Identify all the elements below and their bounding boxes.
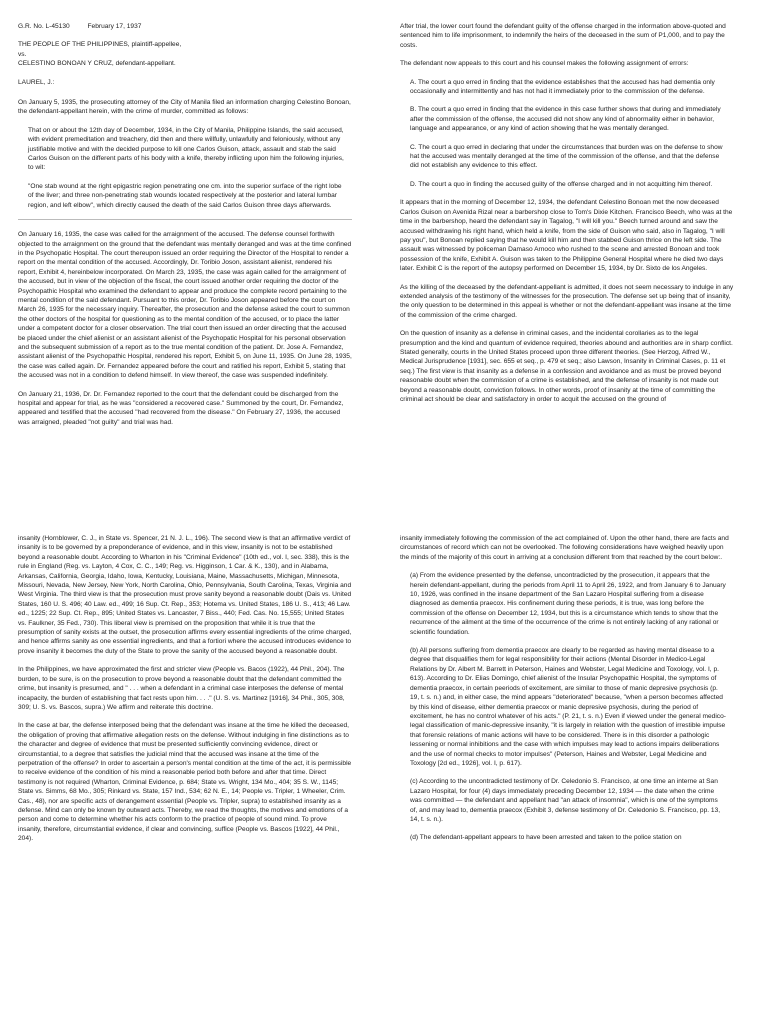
quoted-information: That on or about the 12th day of December, 1934, in the City of Manila, Philippine Islands, the said accused, with evident premeditation and treachery, did then and there willfully, unlawfully and feloniously, without any justifiable motive and with the decided purpose to kill one Carlos Guison, attack, assault and stab the said Carlos Guison on the different parts of his body with a knife, thereby inflicting upon him the following injuries, to wit: — [28, 126, 344, 172]
consideration-b: (b) All persons suffering from dementia praecox are clearly to be regarded as having mental disease to a degree that disqualifies them for legal responsibility for their actions (Mental Disorder in Medico-Legal Relations by Dr. Albert M. Barrett in Peterson, Haines and Webster, Legal Medicine and Toxology, vol. I, p. 613). According to Dr. Elias Domingo, chief alienist of the Insular Psychopathic Hospital, the symptoms of dementia praecox, in certain peeriods of excitement, are similar to those of manic depresive psychosis (p. 19, t. s. n.) and, in either case, the mind appears "deteriorated" because, "when a person becomes affected by this kind of disease, either dementia praecox or manic depresive psychosis, during the period of excitement, he has no control whatever of his acts." (P. 21, t. s. n.) Even if viewed under the general medico-legal classification of manic-depressive insanity, "it is largely in relation with the question of irrestible impulse that forensic relations of manic actions will have to be considered. There is in this disorder a pathologic lessening or normal inhibitions and the case with which impulses may lead to actions impairs deliberations and the use of normal checks to motor impulses" (Peterson, Haines and Webster, Legal Medicine and Toxology [2d ed., 1926], vol. I, p. 617). — [410, 647, 726, 767]
paragraph: It appears that in the morning of December 12, 1934, the defendant Celestino Bonoan met the now deceased Carlos Guison on Avenida Rizal near a barbershop close to Tom's Dixie Kitchen. Francisco Beech, who was at the time in the barbershop, heard the defendant say in Tagalog, "I will kill you." Beech turned around and saw the accused withdrawing his right hand, which held a knife, from the side of Guison who said, also in Tagalog, "I will pay you", but Bonoan replied saying that he would kill him and then stabbed Guison thrice on the left side. The assault was witnessed by policeman Damaso Arnoco who rushed to the scene and arrested Bonoan and took possession of the knife, Exhibit A. Guison was taken to the Philippine General Hospital where he died two days later. Exhibit C is the report of the autopsy performed on December 15, 1934, by Dr. Sixto de los Angeles. — [400, 199, 733, 273]
consideration-c: (c) According to the uncontradicted testimony of Dr. Celedonio S. Francisco, at one time an interne at San Lazaro Hospital, for four (4) days immediately preceding December 12, 1934 — the date when the crime was committed — the defendant and appellant had "an attack of insomnia", which is one of the symptoms of, and may lead to, dementia praecox (Exhibit 3, defense testimony of Dr. Celedonio S. Francisco, pp. 13, 14, t. s. n.). — [410, 778, 721, 823]
page-1-right-column — [400, 22, 734, 413]
page-2-right-column — [400, 534, 734, 852]
consideration-a: (a) From the evidence presented by the defense, uncontradicted by the prosecution, it appears that the herein defendant-appellant, during the periods from April 11 to April 26, 1922, and from January 6 to January 10, 1926, was confined in the insane department of the San Lazaro Hospital suffering from a disease diagnosed as dementia praecox. His confinement during these periods, it is true, was long before the commission of the offense on December 12, 1934, but this is a circumstance which tends to show that the recurrence of the ailment at the time of the occurrence of the crime is not entirely lacking of any rational or scientific foundation. — [410, 572, 726, 636]
case-header — [18, 22, 352, 31]
assignment-of-error-d: D. The court a quo in finding the accused guilty of the offense charged and in not acquitting him thereof. — [410, 180, 713, 188]
defendant: CELESTINO BONOAN Y CRUZ, defendant-appellant. — [18, 60, 176, 68]
plaintiff: THE PEOPLE OF THE PHILIPPINES, plaintiff-appellee, — [18, 41, 182, 49]
assignment-of-error-b: B. The court a quo erred in finding that the evidence in this case further shows that during and immediately after the commission of the offense, the accused did not show any kind of abnormality either in behavior, language and appearance, or any kind of action showing that he was mentally deranged. — [410, 106, 721, 133]
paragraph: On January 21, 1936, Dr. Dr. Fernandez reported to the court that the defendant could be discharged from the hospital and appear for trial, as he was "considered a recovered case." Summoned by the court, Dr. Fernandez, appeared and testified that the accused "had recovered from the disease." On February 27, 1936, the accused was arraigned, pleaded "not guilty" and trial was had. — [18, 390, 344, 426]
paragraph: In the Philippines, we have approximated the first and stricter view (People vs. Bacos (1922), 44 Phil., 204). The burden, to be sure, is on the prosecution to prove beyond a reasonable doubt that the defendant committed the crime, but insanity is presumed, and " . . . when a defendant in a criminal case interposes the defense of mental incapacity, the burden of establishing that fact rests upon him. . . ." (U. S. vs. Martinez [1916], 34 Phil., 305, 308, 309; U. S. vs. Bascos, supra.) We affirm and reiterate this doctrine. — [18, 666, 345, 711]
paragraph: After trial, the lower court found the defendant guilty of the offense charged in the information above-quoted and sentenced him to life imprisonment, to indemnify the heirs of the deceased in the sum of P1,000, and to pay the costs. — [400, 23, 726, 49]
assignment-of-error-a: A. The court a quo erred in finding that the evidence establishes that the accused has had dementia only occasionally and intermittently and has not had it immediately prior to the commission of the defense. — [410, 78, 715, 96]
paragraph: On January 5, 1935, the prosecuting attorney of the City of Manila filed an information charging Celestino Bonoan, the defendant-appellant herein, with the crime of murder, committed as follows: — [18, 99, 351, 116]
ponente: LAUREL, J.: — [18, 78, 55, 86]
decision-date: February 17, 1937 — [87, 23, 142, 30]
page-1-left-column — [18, 22, 352, 436]
case-parties — [18, 40, 352, 68]
paragraph: insanity (Hornblower, C. J., in State vs. Spencer, 21 N. J. L., 196). The second view is that an affirmative verdict of insanity is to be governed by a preponderance of evidence, and in this view, insanity is not to be established beyond a reasonable doubt. According to Wharton in his "Criminal Evidence" (10th ed., vol. I, sec. 338), this is the rule in England (Reg. vs. Layton, 4 Cox, C. C., 149; Reg. vs. Higginson, 1 Car. & K., 130), and in Alabama, Arkansas, California, Georgia, Idaho, Iowa, Kentucky, Louisiana, Maine, Massachusetts, Michigan, Minnesota, Missouri, Nevada, New Jersey, New York, North Carolina, Ohio, Pennsylvania, South Carolina, Texas, Virginia and West Virginia. The third view is that the prosecution must prove sanity beyond a reasonable doubt (Dais vs. United States, 160 U. S. 496; 40 Law. ed., 499; 16 Sup. Ct. Rep., 353; Hotema vs. United States, 186 U. S., 413; 46 Law. ed., 1225; 22 Sup. Ct. Rep., 895; United States vs. Lancaster, 7 Biss., 440; Fed. Cas. No. 15,555; United States vs. Faulkner, 35 Fed., 730). This liberal view is premised on the proposition that while it is true that the presumption of sanity exists at the outset, the prosecution affirms every essential ingredients of the crime charged, and hence affirms sanity as one essential ingredients, and that a fortiori where the accused introduces evidence to prove insanity it becomes the duty of the State to prove the sanity of the accused beyond a reasonable doubt. — [18, 535, 352, 655]
paragraph: On the question of insanity as a defense in criminal cases, and the incidental corollaries as to the legal presumption and the kind and quantum of evidence required, theories abound and authorities are in sharp conflict. Stated generally, courts in the United States proceed upon three different theories. (See Herzog, Alfred W., Medical Jurisprudence [1931], sec. 655 et seq., p. 479 et seq.; also Lawson, Insanity in Criminal Cases, p. 11 et seq.) The first view is that insanity as a defense in a confession and avoidance and as must be proved beyond reasonable doubt when the commission of a crime is established, and the defense of insanity is not made out beyond a reasonable doubt, conviction follows. In other words, proof of insanity at the time of committing the criminal act should be clear and satisfactory in order to acquit the accused on the ground of — [400, 330, 733, 403]
consideration-d: (d) The defendant-appellant appears to have been arrested and taken to the police station on — [410, 834, 682, 842]
versus: vs. — [18, 50, 27, 58]
case-number: G.R. No. L-45130 — [18, 23, 70, 30]
paragraph: The defendant now appeals to this court and his counsel makes the following assignment of errors: — [400, 60, 689, 68]
page-2-left-column — [18, 534, 352, 853]
page-2 — [0, 512, 768, 1024]
paragraph: insanity immediately following the commission of the act complained of. Upon the other hand, there are facts and circumstances of record which can not be overlooked. The following considerations have weighed heavily upon the minds of the majority of this court in arriving at a conclusion different from that reached by the court below:. — [400, 535, 729, 561]
paragraph: In the case at bar, the defense interposed being that the defendant was insane at the time he killed the deceased, the obligation of proving that affirmative allegation rests on the defense. Without indulging in fine distinctions as to the character and degree of evidence that must be presented sufficiently convincing evidence, direct or circumstantial, to a degree that satisfies the judicial mind that the accused was insane at the time of the perpetration of the offense? In order to ascertain a person's mental condition at the time of the act, it is permissible to receive evidence of the condition of his mind a reasonable period both before and after that time. Direct testimony is not required (Wharton, Criminal Evidence, p. 684; State vs. Wright, 134 Mo., 404; 35 S. W., 1145; State vs. Simms, 68 Mo., 305; Rinkard vs. State, 157 Ind., 534; 62 N. E., 14; People vs. Tripler, 1 Wheeler, Crim. Cas., 48), nor are specific acts of derangement essential (People vs. Tripler, supra) to established insanity as a defense. Mind can only be known by outward acts. Thereby, we read the thoughts, the motives and emotions of a person and come to determine whether his acts conform to the practice of people of sound mind. To prove insanity, therefore, circumstantial evidence, if clear and convincing, suffice (People vs. Bascos [1922], 44 Phil., 204). — [18, 722, 352, 843]
paragraph: On January 16, 1935, the case was called for the arraignment of the accused. The defense counsel forthwith objected to the arraignment on the ground that the defendant was mentally deranged and was at the time confined in the Psychopatic Hospital. The court thereupon issued an order requiring the Director of the Hospital to render a report on the mental condition of the accused. Accordingly, Dr. Toribio Joson, assistant alienist, rendered his report, Exhibit 4, hereinbelow incorporated. On March 23, 1935, the case was again called for the arraignment of the accused, but in view of the objection of the fiscal, the court issued another order requiring the doctor of the Psychopathic Hospital who examined the defendant to appear and produce the complete record pertaining to the mental condition of the said defendant. Pursuant to this order, Dr. Toribio Joson appeared before the court on March 26, 1935 for the necessary inquiry. Thereafter, the prosecution and the defense asked the court to summon the other doctors of the hospital for questioning as to the mental condition of the accused, or to place the latter under a competent doctor for a closer observation. The trial court then issued an order directing that the accused be placed under the chief alienist or an assistant alienist of the Psychopatic Hospital for his personal observation and the subsequent submission of a report as to the true mental condition of the patient. Dr. Jose A. Fernandez, assistant alienist of the Psychopathic Hospital, rendered his report, Exhibit 5, on June 11, 1935. On June 28, 1935, the case was called again. Dr. Fernandez appeared before the court and ratified his report, Exhibit 5, stating that the accused was not in a condition to defend himself. In view thereof, the case was suspended indefinitely. — [18, 231, 352, 380]
quoted-injuries: "One stab wound at the right epigastric region penetrating one cm. into the superior surface of the right lobe of the liver; and three non-penetrating stab wounds located respectively at the posterior and lateral lumbar region, and left elbow", which directly caused the death of the said Carlos Guison three days afterwards. — [28, 182, 342, 209]
divider — [18, 219, 352, 220]
assignment-of-error-c: C. The court a quo erred in declaring that under the circumstances that burden was on the defense to show hat the accused was mentally deranged at the time of the commission of the offense, and that the defense did not establish any evidence to this effect. — [410, 143, 723, 170]
paragraph: As the killing of the deceased by the defendant-appellant is admitted, it does not seem necessary to indulge in any extended analysis of the testimony of the witnesses for the prosecution. The defense set up being that of insanity, the only question to be determined in this appeal is whether or not the defendant-appellant was insane at the time of the commission of the crime charged. — [400, 283, 734, 319]
